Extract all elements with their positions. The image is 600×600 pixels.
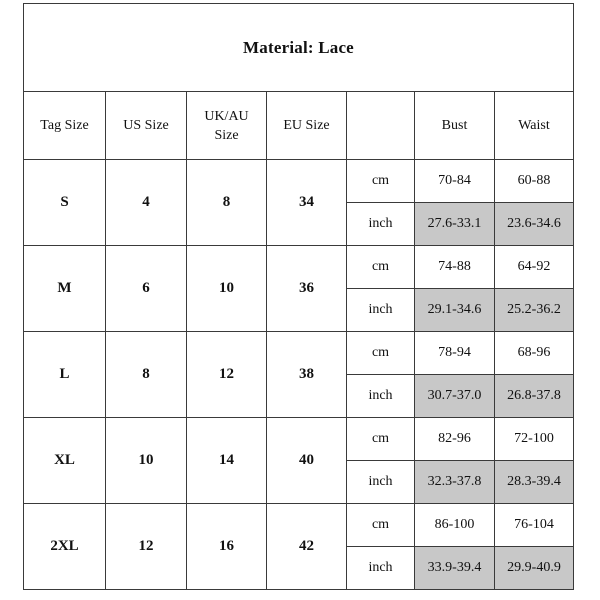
header-tag-size: Tag Size [24,92,106,160]
header-ukau-line1: UK/AU [204,108,249,124]
unit-cell-cm: cm [347,418,415,461]
unit-cell-cm: cm [347,160,415,203]
unit-cell-cm: cm [347,246,415,289]
ukau-size-cell: 12 [187,332,267,418]
unit-cell-inch: inch [347,289,415,332]
table-title: Material: Lace [24,4,574,92]
us-size-cell: 10 [106,418,187,504]
us-size-cell: 8 [106,332,187,418]
tag-size-cell: S [24,160,106,246]
bust-cm-cell: 78-94 [415,332,495,375]
ukau-size-cell: 8 [187,160,267,246]
ukau-size-cell: 14 [187,418,267,504]
ukau-size-cell: 10 [187,246,267,332]
header-unit [347,92,415,160]
eu-size-cell: 34 [267,160,347,246]
header-eu-size: EU Size [267,92,347,160]
size-chart [23,3,573,593]
tag-size-cell: 2XL [24,504,106,590]
table-row [24,332,574,375]
unit-cell-cm: cm [347,332,415,375]
size-table [23,3,574,590]
us-size-cell: 6 [106,246,187,332]
unit-cell-inch: inch [347,203,415,246]
bust-cm-cell: 86-100 [415,504,495,547]
tag-size-cell: M [24,246,106,332]
bust-cm-cell: 70-84 [415,160,495,203]
table-row [24,246,574,289]
header-waist: Waist [495,92,574,160]
waist-cm-cell: 64-92 [495,246,574,289]
waist-cm-cell: 60-88 [495,160,574,203]
tag-size-cell: L [24,332,106,418]
eu-size-cell: 40 [267,418,347,504]
waist-inch-cell: 25.2-36.2 [495,289,574,332]
bust-inch-cell: 29.1-34.6 [415,289,495,332]
table-row [24,418,574,461]
eu-size-cell: 38 [267,332,347,418]
bust-inch-cell: 27.6-33.1 [415,203,495,246]
bust-inch-cell: 30.7-37.0 [415,375,495,418]
header-row [24,92,574,160]
tag-size-cell: XL [24,418,106,504]
bust-inch-cell: 33.9-39.4 [415,547,495,590]
unit-cell-cm: cm [347,504,415,547]
waist-inch-cell: 28.3-39.4 [495,461,574,504]
header-us-size: US Size [106,92,187,160]
table-row [24,160,574,203]
unit-cell-inch: inch [347,375,415,418]
unit-cell-inch: inch [347,461,415,504]
waist-cm-cell: 68-96 [495,332,574,375]
waist-cm-cell: 76-104 [495,504,574,547]
eu-size-cell: 42 [267,504,347,590]
header-bust: Bust [415,92,495,160]
bust-inch-cell: 32.3-37.8 [415,461,495,504]
waist-inch-cell: 26.8-37.8 [495,375,574,418]
us-size-cell: 4 [106,160,187,246]
header-ukau-line2: Size [214,127,239,143]
unit-cell-inch: inch [347,547,415,590]
us-size-cell: 12 [106,504,187,590]
table-row [24,504,574,547]
ukau-size-cell: 16 [187,504,267,590]
eu-size-cell: 36 [267,246,347,332]
bust-cm-cell: 74-88 [415,246,495,289]
waist-inch-cell: 29.9-40.9 [495,547,574,590]
waist-cm-cell: 72-100 [495,418,574,461]
bust-cm-cell: 82-96 [415,418,495,461]
waist-inch-cell: 23.6-34.6 [495,203,574,246]
header-ukau-size [187,92,267,160]
